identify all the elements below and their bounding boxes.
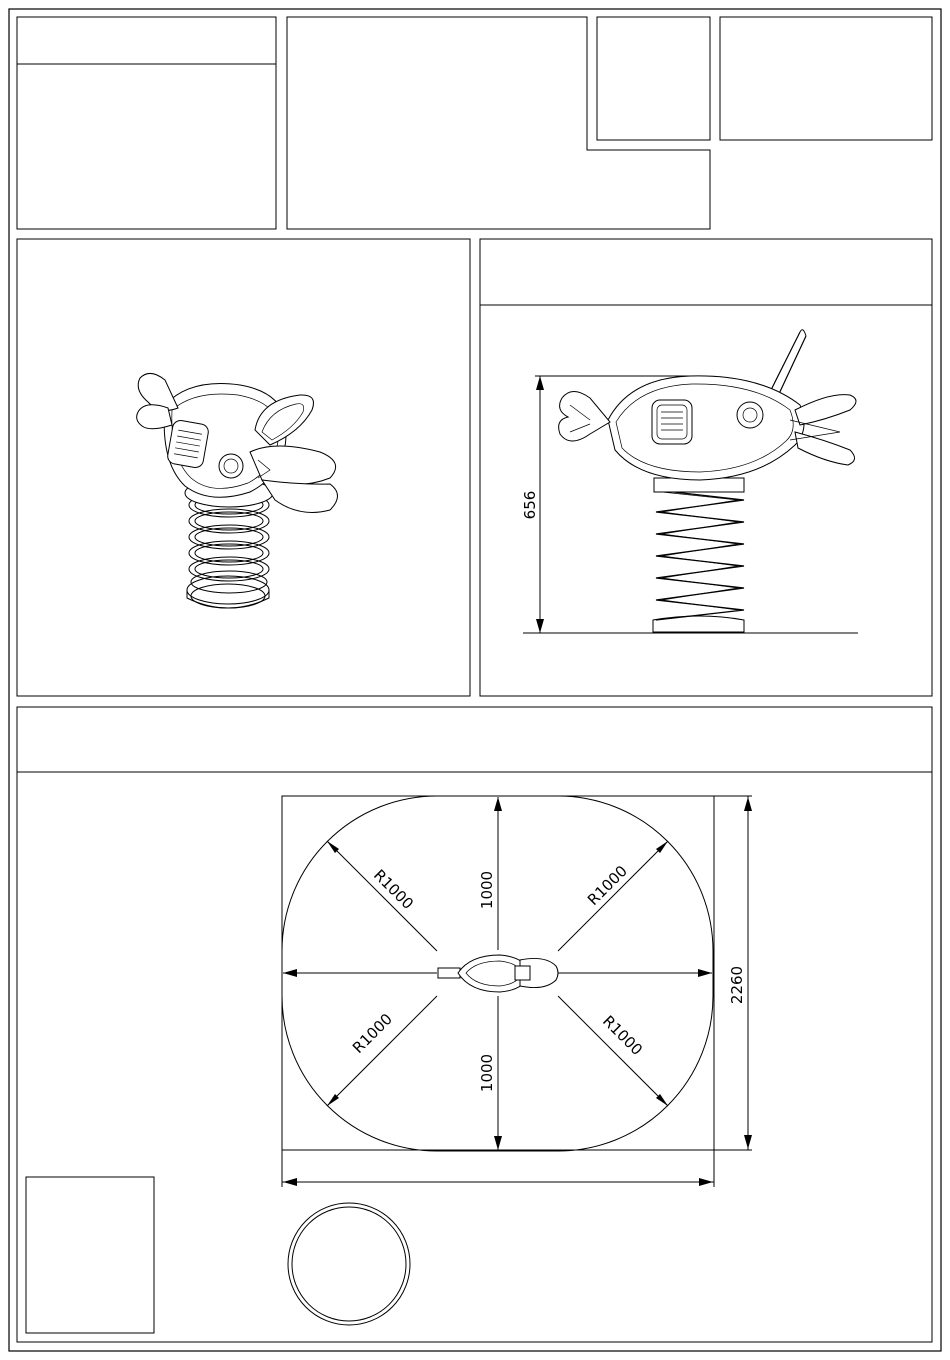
spring-rider-side-illustration [521,330,858,633]
title-cell-small [597,17,710,140]
radius-label-lower-right: R1000 [598,1011,647,1060]
side-height-dimension: 656 [521,490,539,520]
safety-zone-plan [282,796,752,1187]
title-cell-right [720,17,932,140]
radius-label-upper-right: R1000 [583,861,632,910]
overall-height-dimension: 2260 [728,965,746,1005]
title-cell-center [287,17,710,229]
title-block [17,17,932,229]
distance-label-top: 1000 [478,870,496,910]
legend-box [26,1177,154,1333]
distance-label-bottom: 1000 [478,1053,496,1093]
title-cell-left [17,17,276,229]
radius-label-upper-left: R1000 [369,865,418,914]
spring-rider-iso-illustration [137,373,338,608]
surface-circle-symbol [288,1203,410,1325]
radius-label-lower-left: R1000 [348,1009,397,1058]
